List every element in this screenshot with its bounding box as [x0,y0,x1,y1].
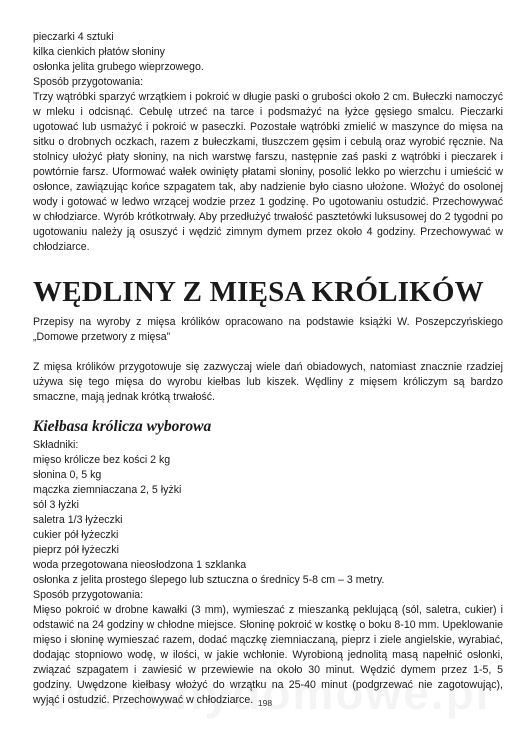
section-title: WĘDLINY Z MIĘSA KRÓLIKÓW [33,276,484,308]
ingredient-line: cukier pół łyżeczki [33,529,119,541]
ingredient-line: saletra 1/3 łyżeczki [33,514,123,526]
ingredient-line: osłonka jelita grubego wieprzowego. [33,61,204,73]
section-intro [33,315,503,405]
ingredients-label: Składniki: [33,439,79,451]
ingredient-line: słonina 0, 5 kg [33,469,102,481]
ingredient-line: osłonka z jelita prostego ślepego lub sztuczna o średnicy 5-8 cm – 3 metry. [33,574,385,586]
page-number: 198 [257,698,273,708]
intro-paragraph-1: Przepisy na wyroby z mięsa królików opracowano na podstawie książki W. Poszepczyńskiego „Domowe przetwory z mięsa” [33,316,503,343]
ingredient-line: pieczarki 4 sztuki [33,31,114,43]
ingredient-line: pieprz pół łyżeczki [33,544,119,556]
ingredient-line: mączka ziemniaczana 2, 5 łyżki [33,484,182,496]
ingredient-line: kilka cienkich płatów słoniny [33,46,165,58]
recipe-title: Kiełbasa królicza wyborowa [33,418,212,435]
ingredient-line: sól 3 łyżki [33,499,79,511]
intro-paragraph-2: Z mięsa królików przygotowuje się zazwyczaj wiele dań obiadowych, natomiast znacznie rzadziej używa się tego mięsa do wyrobu kiełbas lub kiszek. Wędliny z mięsem króliczym są bardzo smaczne, mają jednak krótką trwałość. [33,361,503,403]
method-text: Trzy wątróbki sparzyć wrzątkiem i pokroić w długie paski o grubości około 2 cm. Bułeczki namoczyć w mleku i odcisnąć. Cebulę utrzeć na tarce i podsmażyć na łyżce gęsiego smalcu. Pieczarki ugotować lub usmażyć i pokroić w paseczki. Pozostałe wątróbki zmielić w maszynce do mięsa na sitku o drobnych oczkach, razem z bułeczkami, tłuszczem gęsim i cebulą oraz wyrobić ręcznie. Na stolnicy ułożyć płaty słoniny, na nich warstwę farszu, następnie zaś paski z wątróbki i pieczarek i powtórnie farsz. Uformować wałek owinięty płatami słoniny, posolić lekko po wierzchu i umieścić w osłonce, zawiązując końce szpagatem tak, aby nadzienie było ciasno ułożone. Włożyć do osolonej wody i gotować w ledwo wrzącej wodzie przez 1 godzinę. Po ugotowaniu ostudzić. Przechowywać w chłodziarce. Wyrób krótkotrwały. Aby przedłużyć trwałość pasztetówki luksusowej do 2 tygodni po ugotowaniu należy ją osuszyć i wędzić zimnym dymem przez około 4 godziny. Przechowywać w chłodziarce. [33,91,503,253]
recipe-body [33,438,503,708]
ingredient-line: mięso królicze bez kości 2 kg [33,454,171,466]
method-text: Mięso pokroić w drobne kawałki (3 mm), wymieszać z mieszanką peklującą (sól, saletra, cukier) i odstawić na 24 godziny w chłodne miejsce. Słoninę pokroić w kostkę o boku 8-10 mm. Upeklowanie mięso i słoninę wymieszać razem, dodać mączkę ziemniaczaną, pieprz i ziele angielskie, wyrabiać, dodając stopniowo wodę, w ilości, w jakie wchłonie. Wyrobioną jednolitą masą napełnić osłonki, związać szpagatem i zawiesić w przewiewie na około 30 minut. Wędzić dymem przez 1-5, 5 godziny. Uwędzone kiełbasy włożyć do wrzątku na 25-40 minut (podgrzewać nie zagotowując), wyjąć i ostudzić. Przechowywać w chłodziarce. [33,604,503,706]
method-label: Sposób przygotowania: [33,76,144,88]
top-recipe [33,30,503,255]
method-label: Sposób przygotowania: [33,589,144,601]
ingredient-line: woda przegotowana nieosłodzona 1 szklanka [33,559,247,571]
